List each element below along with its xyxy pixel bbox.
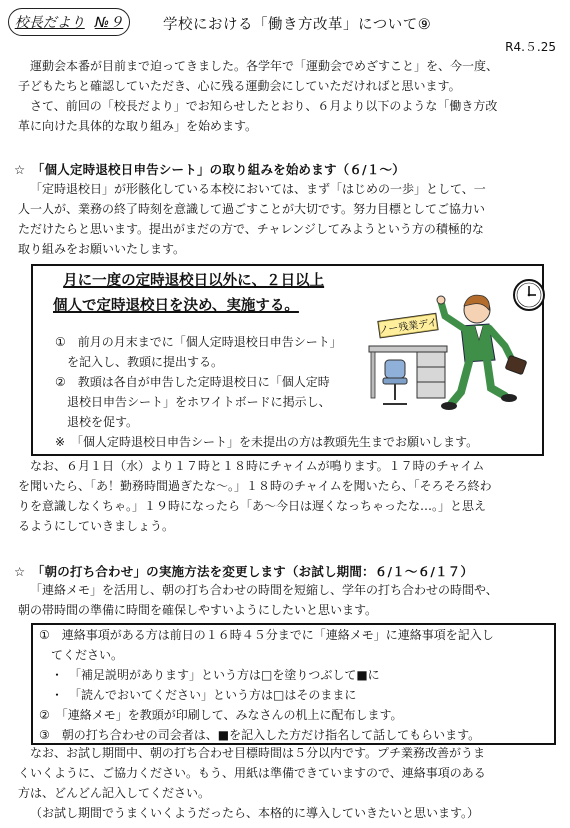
intro-line: 革に向けた具体的な取り組み」を始めます。 [18, 119, 258, 133]
intro-line: さて、前回の「校長だより」でお知らせしたとおり、６月より以下のような「働き方改 [30, 99, 498, 113]
section2-line: 朝の帯時間の準備に時間を確保しやすいようにしたいと思います。 [18, 603, 378, 617]
office-worker-leaving-illustration [365, 288, 535, 418]
section2-after-line: くいくように、ご協力ください。もう、用紙は準備できていますので、連絡事項のある [18, 766, 486, 780]
rule-item: を記入し、教頭に提出する。 [55, 355, 224, 369]
section1-line: 取り組みをお願いいたします。 [18, 242, 186, 256]
section2-after-line: 方は、どんどん記入してください。 [18, 786, 211, 800]
procedure-items [39, 625, 494, 745]
issue-date: R4.５.25 [505, 40, 556, 54]
procedure-item: ② 「連絡メモ」を教頭が印刷して、みなさんの机上に配布します。 [39, 708, 403, 722]
section1-heading: ☆ 「個人定時退校日申告シート」の取り組みを始めます（６/１～） [14, 162, 405, 177]
rule-item: ② 教頭は各自が申告した定時退校日に「個人定時 [55, 375, 330, 389]
section2-body [18, 580, 554, 620]
procedure-item: ・ 「補足説明があります」という方は□を塗りつぶして■に [39, 668, 380, 682]
rule-item: 退校を促す。 [55, 415, 139, 429]
section1-after-line: るようにしていきましょう。 [18, 519, 175, 533]
newsletter-label: 校長だより [14, 15, 85, 31]
section2-heading: ☆ 「朝の打ち合わせ」の実施方法を変更します（お試し期間：６/１～６/１７） [14, 564, 474, 579]
intro-line: 運動会本番が目前まで迫ってきました。各学年で「運動会でめざすこと」を、今一度、 [30, 59, 499, 73]
procedure-item: ① 連絡事項がある方は前日の１６時４５分までに「連絡メモ」に連絡事項を記入し [39, 628, 494, 642]
rule-item: 退校日申告シート」をホワイトボードに掲示し、 [55, 395, 331, 409]
section1-after-line: りを意識しなくちゃ。」１９時になったら「あ～今日は遅くなっちゃったな…。」と思え [18, 499, 487, 513]
newsletter-badge [8, 8, 130, 36]
rule-title-line2: 個人で定時退校日を決め、実施する。 [53, 298, 299, 314]
section1-after-line: なお、６月１日（水）より１７時と１８時にチャイムが鳴ります。１７時のチャイム [30, 459, 485, 473]
procedure-item: ・ 「読んでおいてください」という方は□はそのままに [39, 688, 357, 702]
issue-number: №９ [94, 15, 124, 31]
section1-line: ただけたらと思います。提出がまだの方で、チャレンジしてみようという方の積極的な [18, 222, 484, 236]
procedure-item: てください。 [39, 648, 124, 662]
rule-note: ※ 「個人定時退校日申告シート」を未提出の方は教頭先生までお願いします。 [55, 435, 479, 449]
rule-items [55, 332, 342, 432]
procedure-item: ③ 朝の打ち合わせの司会者は、■を記入した方だけ指名して話してもらいます。 [39, 728, 481, 742]
section1-line: 人一人が、業務の終了時刻を意識して過ごすことが大切です。努力目標としてご協力い [18, 202, 486, 216]
section2-line: 「連絡メモ」を活用し、朝の打ち合わせの時間を短縮し、学年の打ち合わせの時間や、 [30, 583, 498, 597]
intro-line: 子どもたちと確認していただき、心に残る運動会にしていただければと思います。 [18, 79, 461, 93]
intro-paragraph [18, 56, 554, 136]
rule-box-title [53, 269, 324, 319]
section1-line: 「定時退校日」が形骸化している本校においては、まず「はじめの一歩」として、一 [30, 182, 486, 196]
page-title: 学校における「働き方改革」について⑨ [163, 17, 432, 33]
section2-after-line: （お試し期間でうまくいくようだったら、本格的に導入していきたいと思います。） [30, 806, 480, 820]
section2-after [18, 743, 554, 823]
section1-body [18, 179, 554, 259]
section2-after-line: なお、お試し期間中、朝の打ち合わせ目標時間は５分以内です。プチ業務改善がうま [30, 746, 486, 760]
section1-after-line: を聞いたら、「あ！勤務時間過ぎたな～。」１８時のチャイムを聞いたら、「そろそろ終わ [18, 479, 492, 493]
rule-item: ① 前月の月末までに「個人定時退校日申告シート」 [55, 335, 342, 349]
section1-after [18, 456, 554, 536]
no-overtime-sign-text: ノー残業デイ [378, 317, 439, 337]
rule-title-line1: 月に一度の定時退校日以外に、２日以上 [63, 273, 325, 289]
section2-procedure-box [31, 623, 556, 745]
